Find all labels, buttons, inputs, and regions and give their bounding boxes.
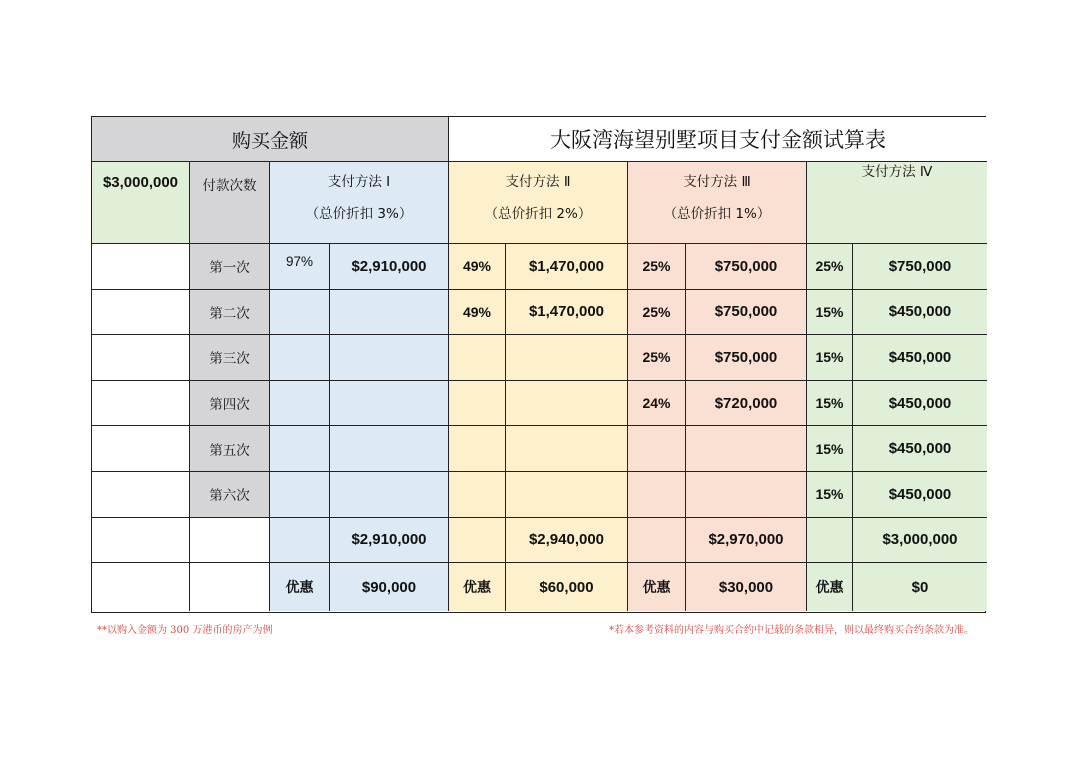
method1-percent: 97% bbox=[270, 244, 330, 290]
payment-method-header-3 bbox=[628, 162, 807, 244]
method2-amount: $1,470,000 bbox=[506, 290, 628, 336]
method3-percent: 25% bbox=[628, 290, 686, 336]
method2-percent bbox=[449, 335, 506, 381]
method2-amount bbox=[506, 381, 628, 427]
method2-amount bbox=[506, 472, 628, 518]
method3-total: $2,970,000 bbox=[686, 518, 807, 564]
installments-header: 付款次数 bbox=[190, 162, 270, 244]
method1-discount: $90,000 bbox=[330, 563, 449, 611]
method1-percent bbox=[270, 290, 330, 336]
payment-table bbox=[91, 116, 986, 613]
payment-method-header-2 bbox=[449, 162, 628, 244]
method2-amount: $1,470,000 bbox=[506, 244, 628, 290]
payment-method-header-4 bbox=[807, 162, 987, 244]
installment-label: 第五次 bbox=[190, 426, 270, 472]
method1-percent bbox=[270, 335, 330, 381]
table-title: 大阪湾海望别墅项目支付金额试算表 bbox=[449, 117, 987, 162]
method4-percent: 15% bbox=[807, 290, 853, 336]
method3-amount: $750,000 bbox=[686, 290, 807, 336]
payment-method-discount: （总价折扣 1%） bbox=[663, 206, 771, 222]
method3-amount: $750,000 bbox=[686, 244, 807, 290]
discount-label: 优惠 bbox=[807, 563, 853, 611]
method1-amount: $2,910,000 bbox=[330, 244, 449, 290]
method1-amount bbox=[330, 472, 449, 518]
footnote-disclaimer: *若本参考资料的内容与购买合约中记载的条款相异，则以最终购买合约条款为准。 bbox=[609, 625, 974, 636]
method3-amount bbox=[686, 426, 807, 472]
discount-label: 优惠 bbox=[449, 563, 506, 611]
method2-amount bbox=[506, 426, 628, 472]
method4-amount: $450,000 bbox=[853, 335, 987, 381]
purchase-amount-value: $3,000,000 bbox=[92, 162, 190, 244]
method4-amount: $450,000 bbox=[853, 381, 987, 427]
method4-percent: 15% bbox=[807, 426, 853, 472]
installment-label: 第二次 bbox=[190, 290, 270, 336]
method2-discount: $60,000 bbox=[506, 563, 628, 611]
method4-amount: $750,000 bbox=[853, 244, 987, 290]
payment-method-header-1 bbox=[270, 162, 449, 244]
payment-method-name: 支付方法 Ⅳ bbox=[861, 164, 933, 180]
blank-cell bbox=[92, 426, 190, 472]
method1-percent bbox=[270, 426, 330, 472]
blank-cell bbox=[270, 518, 330, 564]
blank-cell bbox=[190, 518, 270, 564]
blank-cell bbox=[449, 518, 506, 564]
method4-amount: $450,000 bbox=[853, 472, 987, 518]
payment-method-discount: （总价折扣 3%） bbox=[305, 206, 413, 222]
method2-percent: 49% bbox=[449, 244, 506, 290]
blank-cell bbox=[92, 244, 190, 290]
method1-percent bbox=[270, 472, 330, 518]
method2-percent bbox=[449, 426, 506, 472]
method3-percent: 24% bbox=[628, 381, 686, 427]
method4-amount: $450,000 bbox=[853, 426, 987, 472]
method3-percent bbox=[628, 426, 686, 472]
blank-cell bbox=[92, 290, 190, 336]
blank-cell bbox=[190, 563, 270, 611]
blank-cell bbox=[92, 518, 190, 564]
discount-label: 优惠 bbox=[628, 563, 686, 611]
blank-cell bbox=[92, 335, 190, 381]
method1-amount bbox=[330, 290, 449, 336]
method4-percent: 15% bbox=[807, 335, 853, 381]
method3-amount bbox=[686, 472, 807, 518]
footnote-example: **以购入金额为 300 万港币的房产为例 bbox=[97, 625, 273, 636]
method4-discount: $0 bbox=[853, 563, 987, 611]
method4-percent: 15% bbox=[807, 381, 853, 427]
payment-method-name: 支付方法 Ⅱ bbox=[505, 174, 571, 190]
method2-amount bbox=[506, 335, 628, 381]
purchase-amount-header: 购买金额 bbox=[92, 117, 449, 162]
method4-amount: $450,000 bbox=[853, 290, 987, 336]
method1-percent bbox=[270, 381, 330, 427]
method3-discount: $30,000 bbox=[686, 563, 807, 611]
method3-percent: 25% bbox=[628, 244, 686, 290]
payment-method-discount: （总价折扣 2%） bbox=[484, 206, 592, 222]
method2-percent bbox=[449, 472, 506, 518]
installment-label: 第三次 bbox=[190, 335, 270, 381]
blank-cell bbox=[92, 472, 190, 518]
blank-cell bbox=[628, 518, 686, 564]
method3-amount: $750,000 bbox=[686, 335, 807, 381]
installment-label: 第一次 bbox=[190, 244, 270, 290]
method3-amount: $720,000 bbox=[686, 381, 807, 427]
method1-amount bbox=[330, 381, 449, 427]
method4-total: $3,000,000 bbox=[853, 518, 987, 564]
method2-total: $2,940,000 bbox=[506, 518, 628, 564]
blank-cell bbox=[807, 518, 853, 564]
installment-label: 第六次 bbox=[190, 472, 270, 518]
method1-amount bbox=[330, 335, 449, 381]
method1-amount bbox=[330, 426, 449, 472]
method4-percent: 15% bbox=[807, 472, 853, 518]
method3-percent: 25% bbox=[628, 335, 686, 381]
method4-percent: 25% bbox=[807, 244, 853, 290]
blank-cell bbox=[92, 381, 190, 427]
method2-percent bbox=[449, 381, 506, 427]
discount-label: 优惠 bbox=[270, 563, 330, 611]
method3-percent bbox=[628, 472, 686, 518]
blank-cell bbox=[92, 563, 190, 611]
method1-total: $2,910,000 bbox=[330, 518, 449, 564]
installment-label: 第四次 bbox=[190, 381, 270, 427]
payment-method-name: 支付方法 Ⅲ bbox=[683, 174, 751, 190]
payment-method-name: 支付方法 Ⅰ bbox=[327, 174, 391, 190]
method2-percent: 49% bbox=[449, 290, 506, 336]
